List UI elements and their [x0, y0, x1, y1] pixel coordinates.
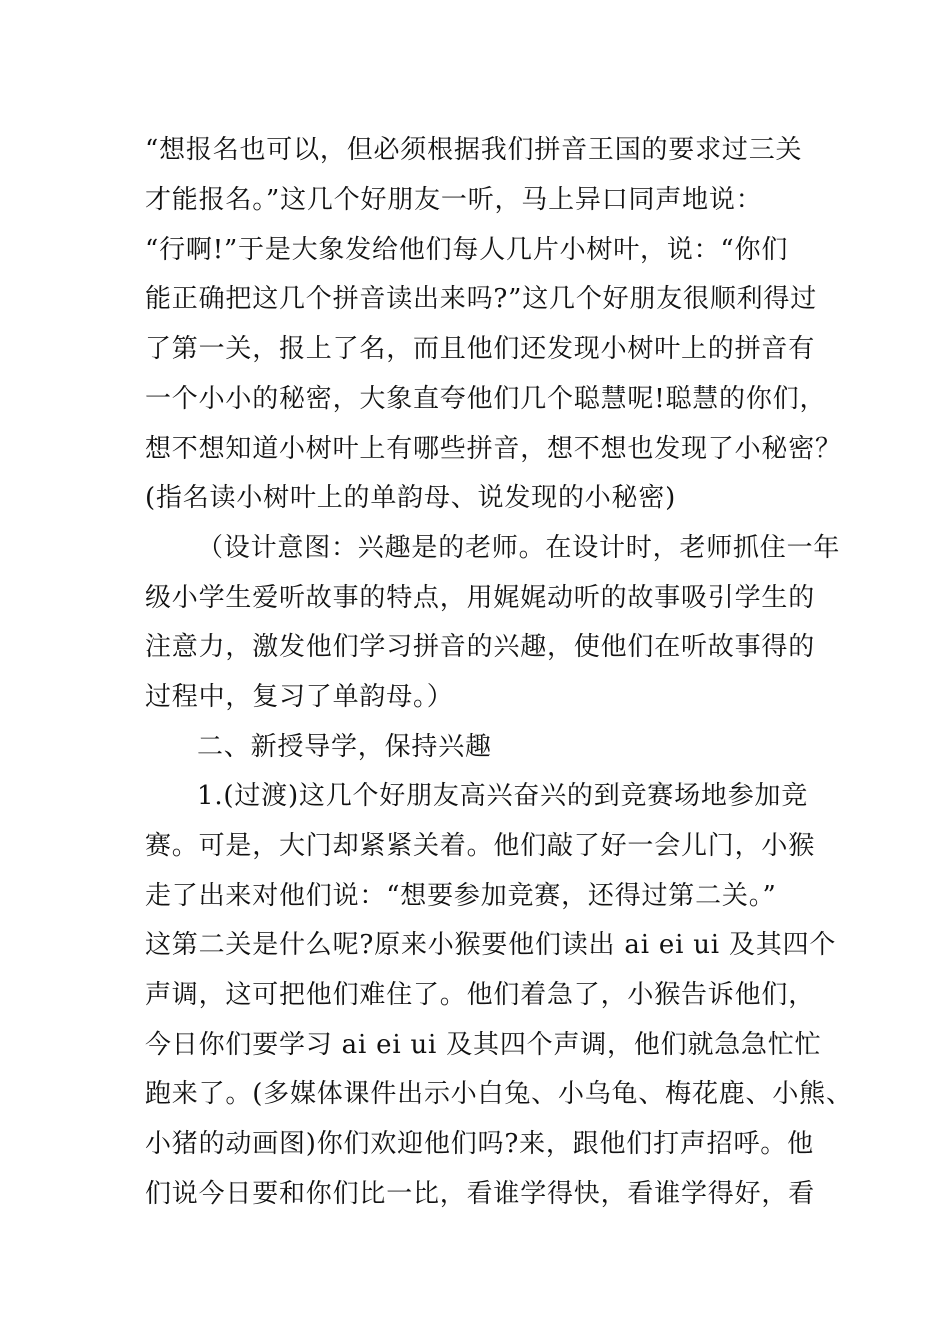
text-line: （设计意图：兴趣是的老师。在设计时，老师抓住一年 — [197, 533, 841, 563]
text-line: 赛。可是，大门却紧紧关着。他们敲了好一会儿门，小猴 — [145, 831, 816, 861]
text-line: 想不想知道小树叶上有哪些拼音，想不想也发现了小秘密？ — [145, 434, 842, 464]
text-line: 过程中，复习了单韵母。） — [145, 682, 454, 712]
text-line: “行啊!”于是大象发给他们每人几片小树叶，说：“你们 — [145, 235, 789, 265]
text-line: 们说今日要和你们比一比，看谁学得快，看谁学得好，看 — [145, 1179, 816, 1209]
text-line: 声调，这可把他们难住了。他们着急了，小猴告诉他们， — [145, 980, 816, 1010]
text-line: 才能报名。”这几个好朋友一听，马上异口同声地说： — [145, 185, 763, 215]
text-line: 级小学生爱听故事的特点，用娓娓动听的故事吸引学生的 — [145, 583, 816, 613]
text-line: 小猪的动画图)你们欢迎他们吗?来，跟他们打声招呼。他 — [145, 1129, 814, 1159]
text-line: 一个小小的秘密，大象直夸他们几个聪慧呢!聪慧的你们， — [145, 384, 827, 414]
text-line: 1.(过渡)这几个好朋友高兴奋兴的到竞赛场地参加竞 — [197, 781, 809, 811]
text-line: (指名读小树叶上的单韵母、说发现的小秘密) — [145, 483, 677, 513]
text-line: “想报名也可以，但必须根据我们拼音王国的要求过三关 — [145, 135, 803, 165]
text-line: 跑来了。(多媒体课件出示小白兔、小乌龟、梅花鹿、小熊、 — [145, 1079, 853, 1109]
text-line: 了第一关，报上了名，而且他们还发现小树叶上的拼音有 — [145, 334, 816, 364]
text-line: 走了出来对他们说：“想要参加竞赛，还得过第二关。” — [145, 881, 777, 911]
text-line: 这第二关是什么呢?原来小猴要他们读出 ai ei ui 及其四个 — [145, 930, 837, 960]
section-heading: 二、新授导学，保持兴趣 — [197, 732, 492, 762]
text-line: 能正确把这几个拼音读出来吗?”这几个好朋友很顺利得过 — [145, 284, 818, 314]
text-line: 注意力，激发他们学习拼音的兴趣，使他们在听故事得的 — [145, 632, 816, 662]
text-line: 今日你们要学习 ai ei ui 及其四个声调，他们就急急忙忙 — [145, 1030, 822, 1060]
